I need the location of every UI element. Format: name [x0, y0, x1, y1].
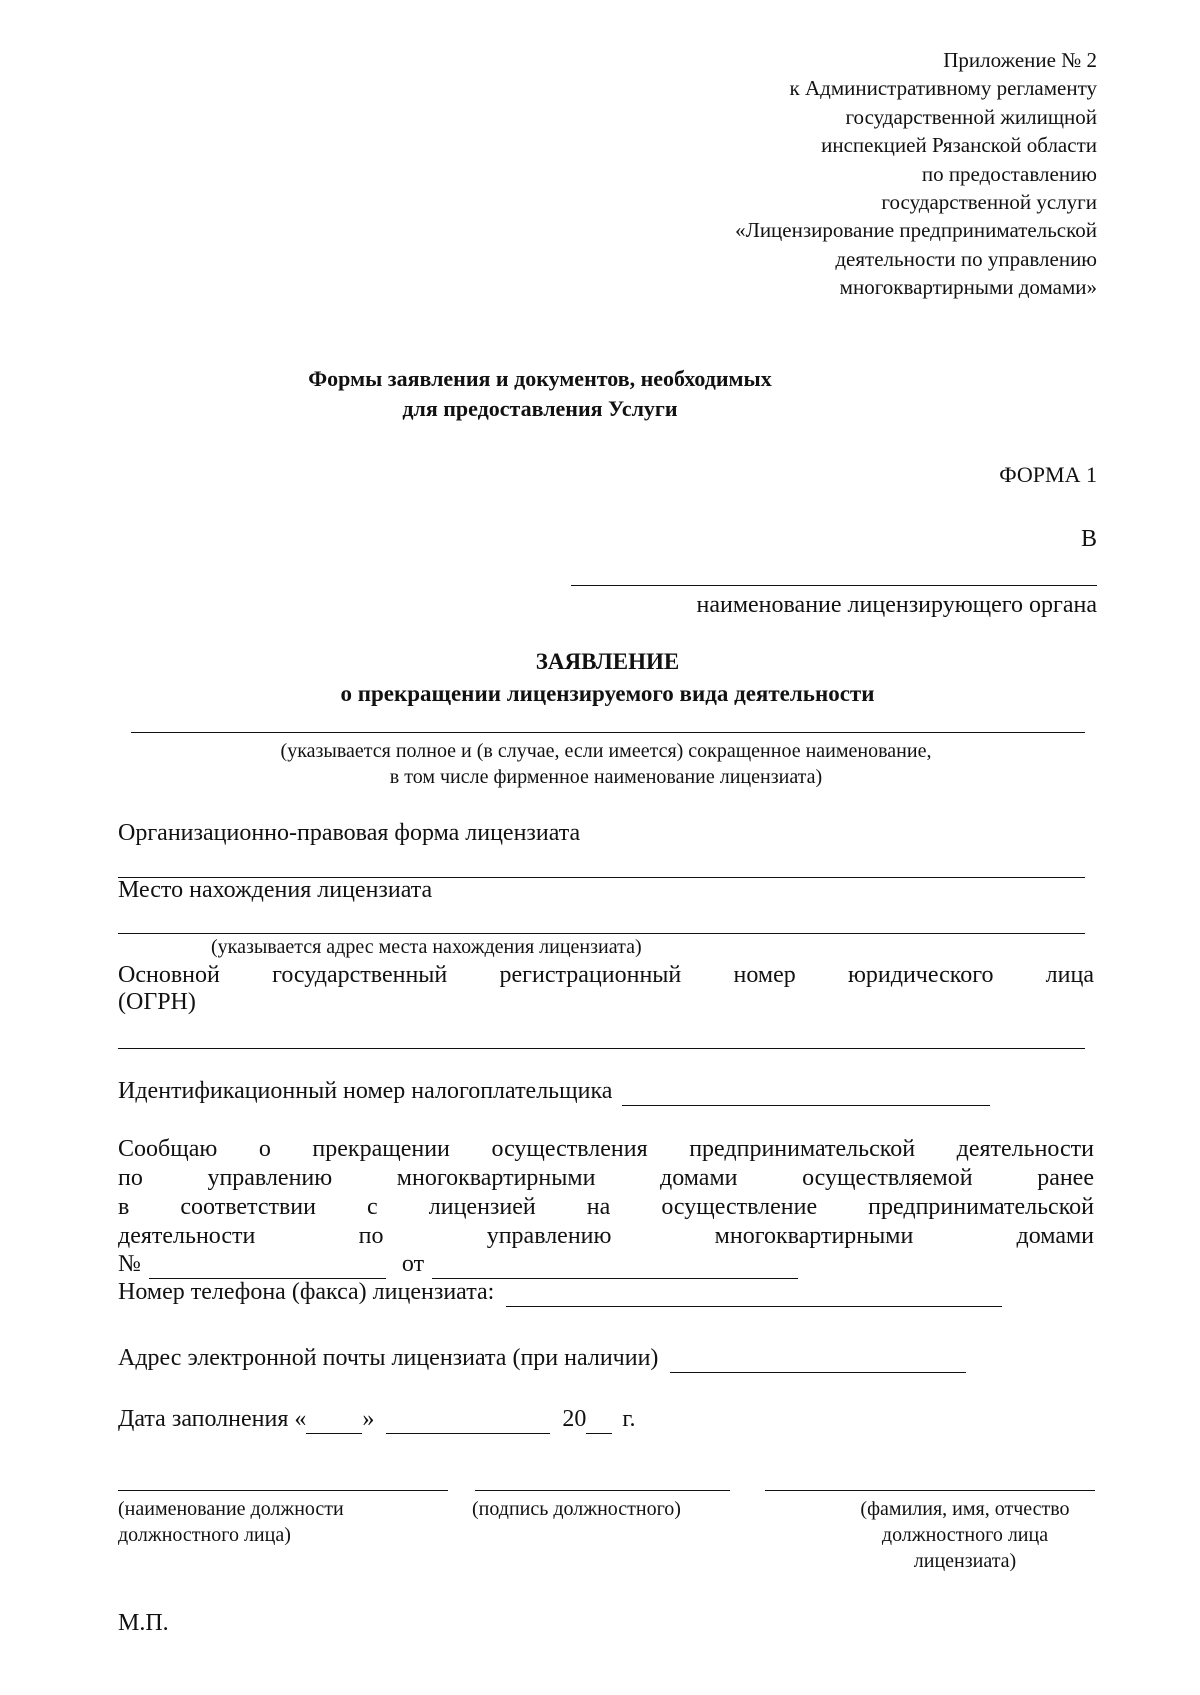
phone-input-line[interactable] [506, 1279, 1002, 1307]
licensee-name-caption [118, 738, 1094, 790]
title-line-1: Формы заявления и документов, необходимых [308, 366, 772, 391]
number-label: № [118, 1251, 141, 1277]
header-line: по предоставлению [921, 161, 1097, 186]
from-label: от [401, 1251, 425, 1277]
header-line: государственной услуги [881, 190, 1097, 215]
name-caption-line-1: (указывается полное и (в случае, если имеется) сокращенное наименование, [280, 740, 932, 762]
org-form-label: Организационно-правовая форма лицензиата [118, 820, 581, 846]
license-number-row [118, 1251, 798, 1279]
email-label: Адрес электронной почты лицензиата (при наличии) [118, 1345, 659, 1371]
license-date-line[interactable] [432, 1251, 798, 1279]
header-line: инспекцией Рязанской области [821, 133, 1097, 158]
date-close-quote: » [362, 1406, 375, 1432]
email-input-line[interactable] [670, 1345, 966, 1373]
fio-caption-line-1: (фамилия, имя, отчество [860, 1498, 1070, 1520]
header-line: к Административному регламенту [789, 76, 1097, 101]
header-line: Приложение № 2 [943, 48, 1097, 72]
statement-subheading: о прекращении лицензируемого вида деятельности [340, 681, 875, 706]
form-label: ФОРМА 1 [999, 462, 1097, 487]
header-line: многоквартирными домами» [839, 275, 1097, 300]
phone-row [118, 1279, 1094, 1307]
inn-label: Идентификационный номер налогоплательщика [118, 1078, 613, 1104]
date-label: Дата заполнения « [118, 1406, 307, 1432]
date-year-prefix: 20 [562, 1406, 587, 1432]
notice-line-1: Сообщаю о прекращении осуществления предпринимательской деятельности [118, 1136, 1094, 1162]
location-line[interactable] [118, 933, 1085, 934]
date-day-line[interactable] [306, 1406, 362, 1434]
notice-line-3: в соответствии с лицензией на осуществление предпринимательской [118, 1194, 1094, 1220]
inn-row [118, 1078, 1094, 1106]
fio-caption-line-3: лицензиата) [913, 1550, 1017, 1572]
license-number-line[interactable] [149, 1251, 386, 1279]
header-line: «Лицензирование предпринимательской [735, 218, 1097, 243]
email-row [118, 1345, 1094, 1373]
notice-line-2: по управлению многоквартирными домами осуществляемой ранее [118, 1165, 1094, 1191]
statement-heading-block [0, 646, 1200, 710]
header-line: государственной жилищной [845, 104, 1097, 129]
ogrn-label-line-1: Основной государственный регистрационный номер юридического лица [118, 962, 1094, 988]
ogrn-label-line-2: (ОГРН) [118, 989, 196, 1015]
appendix-header [735, 46, 1097, 302]
licensee-name-line[interactable] [131, 732, 1085, 733]
notice-line-4: деятельности по управлению многоквартирными домами [118, 1223, 1094, 1249]
signature-caption: (подпись должностного) [472, 1498, 681, 1520]
ogrn-line[interactable] [118, 1048, 1085, 1049]
fio-line[interactable] [765, 1490, 1095, 1491]
signature-line[interactable] [475, 1490, 730, 1491]
phone-label: Номер телефона (факса) лицензиата: [118, 1279, 495, 1305]
date-year-line[interactable] [586, 1406, 612, 1434]
position-caption-line-1: (наименование должности [118, 1498, 344, 1520]
title-line-2: для предоставления Услуги [402, 396, 678, 421]
location-label: Место нахождения лицензиата [118, 877, 433, 903]
authority-line[interactable] [571, 585, 1097, 586]
fio-caption [825, 1496, 1105, 1574]
fio-caption-line-2: должностного лица [881, 1524, 1049, 1546]
date-month-line[interactable] [386, 1406, 550, 1434]
date-year-suffix: г. [622, 1406, 636, 1432]
header-line: деятельности по управлению [835, 246, 1097, 271]
position-caption [118, 1496, 344, 1548]
stamp-place: М.П. [118, 1610, 169, 1636]
statement-heading: ЗАЯВЛЕНИЕ [535, 649, 680, 674]
position-line[interactable] [118, 1490, 448, 1491]
name-caption-line-2: в том числе фирменное наименование лицензиата) [389, 766, 823, 788]
to-label: В [1080, 526, 1097, 552]
position-caption-line-2: должностного лица) [118, 1524, 291, 1546]
location-caption: (указывается адрес места нахождения лицензиата) [211, 936, 642, 958]
authority-caption: наименование лицензирующего органа [696, 592, 1097, 618]
document-title [0, 364, 1140, 424]
fill-date-row [118, 1406, 1094, 1434]
inn-input-line[interactable] [622, 1078, 990, 1106]
